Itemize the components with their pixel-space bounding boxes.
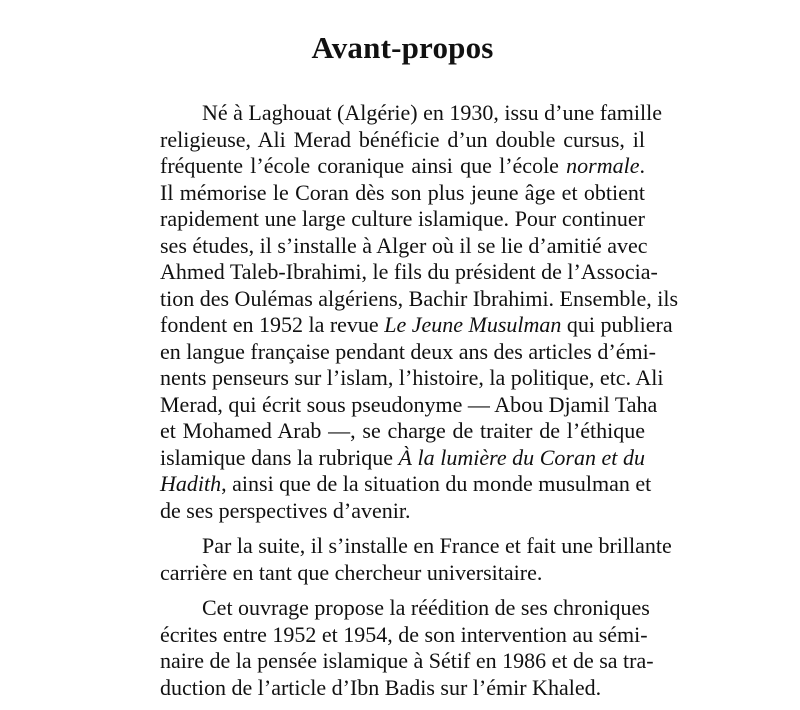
text-run: Par la suite, il s’installe en France et fait une brillante bbox=[202, 533, 672, 558]
text-line bbox=[160, 312, 673, 339]
text-line bbox=[160, 391, 658, 419]
text-line bbox=[160, 471, 652, 498]
text-run: écrites entre 1952 et 1954, de son intervention au sémi- bbox=[160, 621, 648, 647]
text-run: qui publiera bbox=[561, 312, 673, 337]
paragraph bbox=[160, 533, 672, 586]
paragraph bbox=[160, 595, 654, 701]
text-line bbox=[160, 560, 645, 587]
text-run: carrière en tant que chercheur universitaire. bbox=[160, 559, 543, 585]
text-run: Il mémorise le Coran dès son plus jeune âge et obtient bbox=[160, 179, 645, 205]
text-run: et Mohamed Arab —, se charge de traiter de l’éthique bbox=[160, 418, 645, 443]
text-run: Cet ouvrage propose la réédition de ses chroniques bbox=[202, 595, 650, 620]
text-line bbox=[160, 259, 658, 286]
text-run: Merad, qui écrit sous pseudonyme — Abou Djamil Taha bbox=[160, 391, 658, 417]
text-run: Ahmed Taleb-Ibrahimi, le fils du président de l’Associa- bbox=[160, 259, 658, 284]
text-run: tion des Oulémas algériens, Bachir Ibrahimi. Ensemble, ils bbox=[160, 285, 679, 311]
italic-run: normale bbox=[566, 153, 640, 178]
text-run: duction de l’article d’Ibn Badis sur l’émir Khaled. bbox=[160, 674, 602, 700]
text-run: . bbox=[639, 153, 645, 178]
text-line bbox=[160, 533, 672, 560]
text-line bbox=[160, 418, 645, 445]
text-run: en langue française pendant deux ans des articles d’émi- bbox=[160, 338, 657, 364]
text-line bbox=[160, 127, 645, 154]
text-run: , ainsi que de la situation du monde musulman et bbox=[221, 471, 652, 496]
text-line bbox=[160, 180, 645, 207]
text-line bbox=[160, 100, 663, 127]
text-run: Né à Laghouat (Algérie) en 1930, issu d’une famille bbox=[202, 100, 663, 125]
italic-run: À la lumière du Coran et du bbox=[398, 444, 645, 470]
text-line bbox=[160, 206, 645, 233]
text-line bbox=[160, 498, 645, 525]
text-line bbox=[160, 285, 679, 313]
page-title: Avant-propos bbox=[311, 30, 494, 65]
text-run: religieuse, Ali Merad bénéficie d’un double cursus, il bbox=[160, 126, 645, 152]
text-line bbox=[160, 232, 648, 260]
text-run: islamique dans la rubrique bbox=[160, 444, 399, 470]
text-line bbox=[160, 648, 654, 675]
text-run: fondent en 1952 la revue bbox=[160, 312, 385, 337]
text-run: de ses perspectives d’avenir. bbox=[160, 497, 411, 523]
text-run: rapidement une large culture islamique. Pour continuer bbox=[160, 206, 645, 231]
text-line bbox=[160, 621, 648, 649]
text-run: fréquente l’école coranique ainsi que l’école bbox=[160, 153, 567, 178]
italic-run: Le Jeune Musulman bbox=[384, 312, 562, 337]
text-line bbox=[160, 365, 664, 392]
text-line bbox=[160, 675, 645, 702]
text-line bbox=[160, 445, 645, 472]
document-body bbox=[160, 100, 679, 710]
paragraph bbox=[160, 100, 679, 524]
text-run: naire de la pensée islamique à Sétif en 1986 et de sa tra- bbox=[160, 648, 654, 673]
text-line bbox=[160, 338, 657, 366]
text-line bbox=[160, 595, 650, 622]
text-line bbox=[160, 153, 645, 180]
text-run: nents penseurs sur l’islam, l’histoire, la politique, etc. Ali bbox=[160, 365, 664, 390]
text-run: ses études, il s’installe à Alger où il se lie d’amitié avec bbox=[160, 232, 648, 258]
italic-run: Hadith bbox=[160, 471, 222, 496]
